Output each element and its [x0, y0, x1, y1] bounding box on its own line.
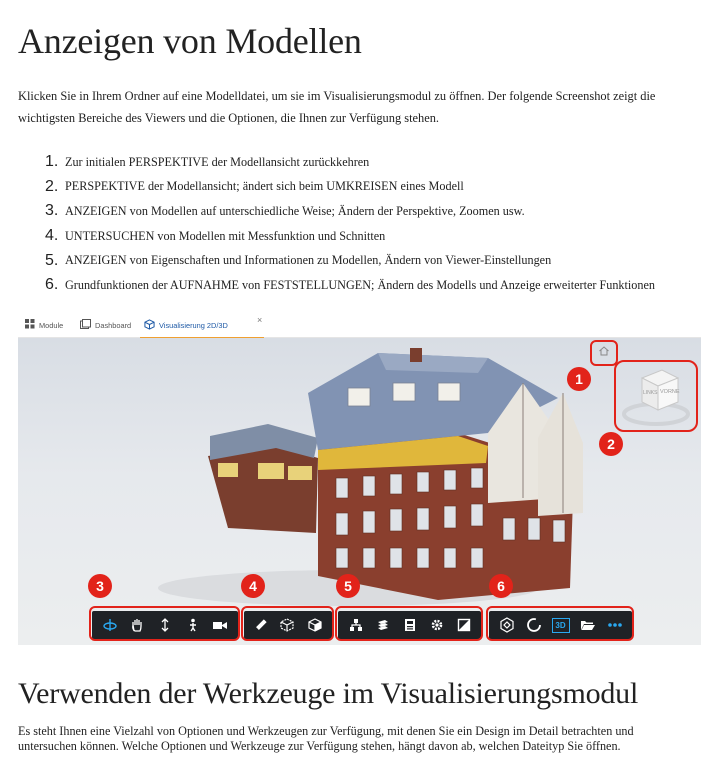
section-paragraph: Es steht Ihnen eine Vielzahl von Optionen und Werkzeugen zur Verfügung, mit denen Sie ein Design im Detail betrachten und untersuchen können. Welche Optionen und Werkzeuge zur Verfügung stehen, hängt davon ab, welchen Dateityp Sie öffnen. — [18, 724, 634, 753]
building-model — [18, 338, 701, 645]
callout-badge-5: 5 — [336, 574, 360, 598]
list-item — [18, 224, 698, 249]
list-number: 5. — [45, 251, 59, 269]
callout-box-view-cube — [614, 360, 698, 432]
list-text: Grundfunktionen der AUFNAHME von FESTSTELLUNGEN; Ändern des Modells und Anzeige erweiterter Funktionen — [65, 277, 655, 292]
tab-close-button[interactable]: × — [257, 315, 263, 325]
callout-box-view-tools — [89, 606, 240, 641]
list-number: 6. — [45, 276, 59, 294]
list-text: ANZEIGEN von Eigenschaften und Informationen zu Modellen, Ändern von Viewer-Einstellungen — [65, 253, 552, 268]
list-text: PERSPEKTIVE der Modellansicht; ändert sich beim UMKREISEN eines Modell — [65, 179, 464, 194]
view-cube-side-label: LINKS — [643, 390, 658, 396]
list-text: ANZEIGEN von Modellen auf unterschiedliche Weise; Ändern der Perspektive, Zoomen usw. — [65, 203, 525, 218]
3d-toggle[interactable]: 3D — [552, 618, 570, 633]
steps-list — [18, 150, 698, 298]
list-number: 3. — [45, 202, 59, 220]
list-number: 1. — [45, 153, 59, 171]
list-item — [18, 150, 698, 175]
list-item — [18, 273, 698, 298]
list-text: UNTERSUCHEN von Modellen mit Messfunktion und Schnitten — [65, 228, 386, 243]
grid-icon — [25, 319, 35, 331]
intro-paragraph: Klicken Sie in Ihrem Ordner auf eine Modelldatei, um sie im Visualisierungsmodul zu öffnen. Der folgende Screenshot zeigt die wichtigsten Bereiche des Viewers und die Optionen, die Ihnen zur Verfügung stehen. — [18, 89, 656, 125]
callout-box-home — [590, 340, 618, 366]
callout-badge-2: 2 — [599, 432, 623, 456]
list-text: Zur initialen PERSPEKTIVE der Modellansicht zurückkehren — [65, 154, 370, 169]
page-title: Anzeigen von Modellen — [18, 21, 362, 61]
section-heading: Verwenden der Werkzeuge im Visualisierungsmodul — [18, 677, 639, 710]
tab-label: Visualisierung 2D/3D — [159, 320, 228, 330]
list-item — [18, 199, 698, 224]
tab-dashboard[interactable] — [80, 313, 131, 337]
cube-icon — [144, 319, 155, 332]
callout-box-inspect-tools — [241, 606, 334, 641]
view-cube-front-label: VORNE — [660, 389, 680, 395]
tab-visualisierung[interactable] — [144, 313, 254, 337]
callout-box-info-tools — [335, 606, 483, 641]
list-number: 2. — [45, 177, 59, 195]
callout-badge-6: 6 — [489, 574, 513, 598]
list-number: 4. — [45, 227, 59, 245]
callout-badge-4: 4 — [241, 574, 265, 598]
model-viewer[interactable] — [18, 338, 701, 645]
tab-module[interactable] — [25, 313, 63, 337]
callout-badge-1: 1 — [567, 367, 591, 391]
tab-label: Dashboard — [95, 320, 132, 330]
list-item — [18, 248, 698, 273]
callout-box-capture-tools — [486, 606, 634, 641]
app-tab-bar — [18, 313, 701, 338]
list-item — [18, 175, 698, 200]
dashboard-icon — [80, 319, 91, 331]
callout-badge-3: 3 — [88, 574, 112, 598]
tab-label: Module — [39, 320, 64, 330]
